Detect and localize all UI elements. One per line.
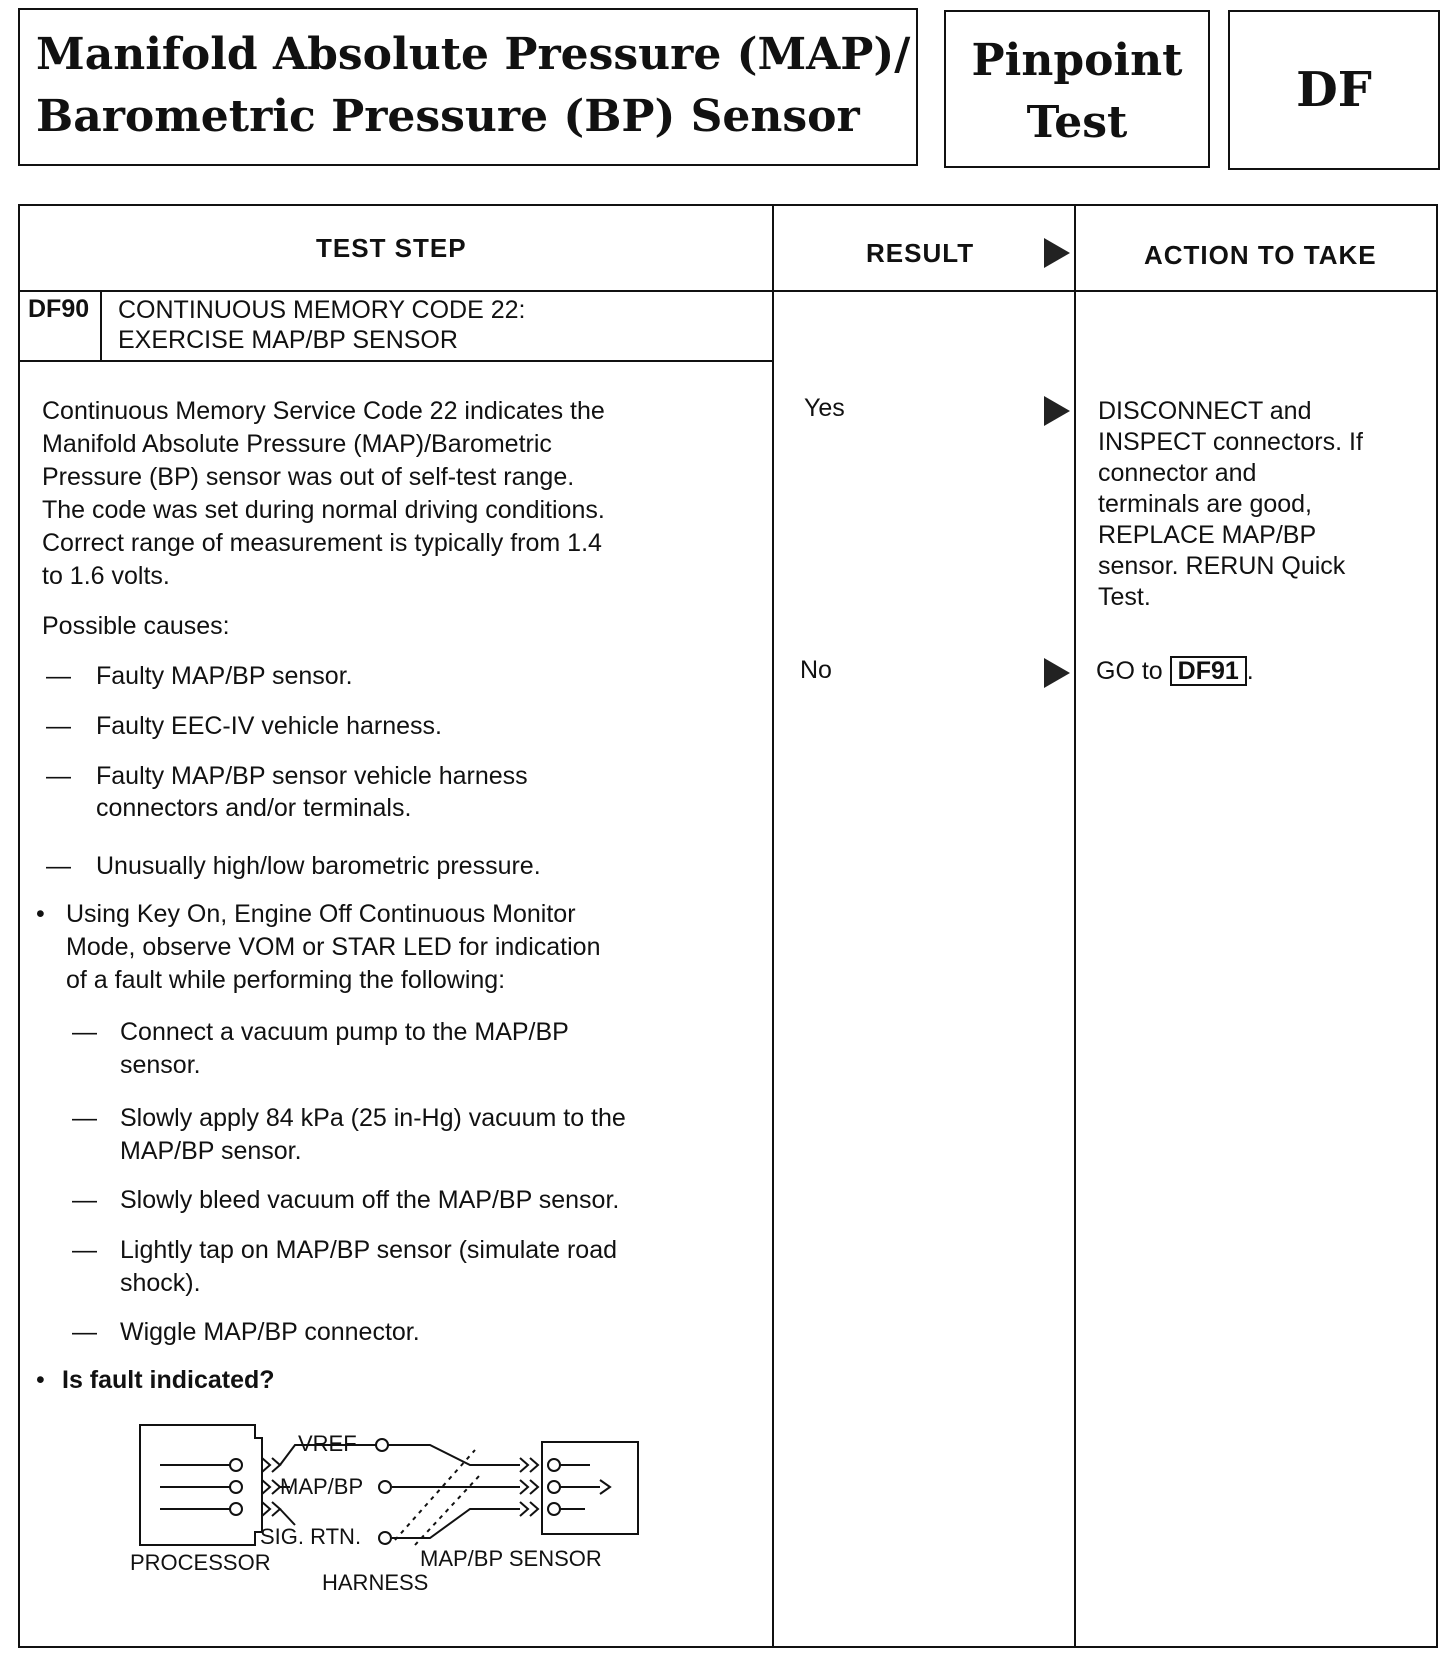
action-line: Lightly tap on MAP/BP sensor (simulate road xyxy=(120,1236,618,1264)
bullet-paragraph xyxy=(66,898,600,997)
header-divider xyxy=(18,290,1438,292)
intro-line: to 1.6 volts. xyxy=(42,562,170,590)
action-line: shock). xyxy=(120,1269,201,1297)
intro-paragraph xyxy=(42,395,605,593)
action-dash: — xyxy=(72,1236,97,1264)
action-no-prefix: GO to xyxy=(1096,657,1163,685)
diagram-label-mapbp: MAP/BP xyxy=(280,1474,364,1499)
col-header-action: ACTION TO TAKE xyxy=(1144,240,1377,270)
step-id-divider xyxy=(100,290,102,360)
action-item xyxy=(120,1234,617,1300)
action-item xyxy=(120,1102,626,1168)
diagram-label-processor: PROCESSOR xyxy=(130,1550,271,1575)
step-title-line-1: CONTINUOUS MEMORY CODE 22: xyxy=(118,296,526,324)
result-yes-arrow-icon xyxy=(1044,396,1070,426)
processor-box xyxy=(140,1425,262,1545)
action-yes xyxy=(1098,396,1363,613)
bullet-icon: • xyxy=(36,900,45,928)
action-item xyxy=(120,1016,569,1082)
col-header-result: RESULT xyxy=(866,238,975,268)
action-yes-line: Test. xyxy=(1098,583,1151,611)
action-line: MAP/BP sensor. xyxy=(120,1137,302,1165)
step-id: DF90 xyxy=(28,295,90,323)
intro-line: Correct range of measurement is typically from 1.4 xyxy=(42,529,602,557)
title-line-1: Manifold Absolute Pressure (MAP)/ xyxy=(36,29,911,80)
cause-item: Faulty EEC-IV vehicle harness. xyxy=(96,712,442,740)
step-reference-link[interactable]: DF91 xyxy=(1170,656,1247,686)
bullet-line: of a fault while performing the following: xyxy=(66,966,506,994)
bullet-line: Using Key On, Engine Off Continuous Monitor xyxy=(66,900,576,928)
action-yes-line: INSPECT connectors. If xyxy=(1098,428,1363,456)
cause-dash: — xyxy=(46,662,71,690)
pinpoint-label: Pinpoint xyxy=(971,35,1183,86)
intro-line: Manifold Absolute Pressure (MAP)/Barometric xyxy=(42,430,552,458)
diagram-label-vref: VREF xyxy=(298,1431,357,1456)
action-yes-line: REPLACE MAP/BP xyxy=(1098,521,1317,549)
bullet-icon: • xyxy=(36,1366,45,1394)
title-box xyxy=(18,8,918,166)
intro-line: Continuous Memory Service Code 22 indicates the xyxy=(42,397,605,425)
title-line-2: Barometric Pressure (BP) Sensor xyxy=(36,91,860,142)
result-no: No xyxy=(800,656,832,684)
cause-item: Faulty MAP/BP sensor. xyxy=(96,662,353,690)
diagram-label-sig-rtn: SIG. RTN. xyxy=(260,1524,362,1549)
action-dash: — xyxy=(72,1186,97,1214)
cause-dash: — xyxy=(46,852,71,880)
action-dash: — xyxy=(72,1318,97,1346)
action-line: Slowly apply 84 kPa (25 in-Hg) vacuum to the xyxy=(120,1104,626,1132)
question: Is fault indicated? xyxy=(62,1366,275,1394)
col-divider-1 xyxy=(772,204,774,1648)
diagram-label-harness: HARNESS xyxy=(322,1570,429,1595)
step-title-line-2: EXERCISE MAP/BP SENSOR xyxy=(118,326,458,354)
action-item: Wiggle MAP/BP connector. xyxy=(120,1318,420,1346)
action-line: sensor. xyxy=(120,1051,201,1079)
action-yes-line: connector and xyxy=(1098,459,1257,487)
action-item: Slowly bleed vacuum off the MAP/BP sensor. xyxy=(120,1186,620,1214)
result-no-arrow-icon xyxy=(1044,658,1070,688)
action-yes-line: DISCONNECT and xyxy=(1098,397,1312,425)
page-title xyxy=(36,24,910,148)
result-yes: Yes xyxy=(804,394,845,422)
action-no xyxy=(1096,656,1254,687)
cause-dash: — xyxy=(46,762,71,790)
step-title xyxy=(118,295,525,355)
intro-line: The code was set during normal driving conditions. xyxy=(42,496,605,524)
intro-line: Pressure (BP) sensor was out of self-test range. xyxy=(42,463,575,491)
step-title-divider xyxy=(18,360,774,362)
result-arrow-icon xyxy=(1044,238,1070,268)
cause-item-continued: connectors and/or terminals. xyxy=(96,794,412,822)
action-dash: — xyxy=(72,1104,97,1132)
cause-item: Faulty MAP/BP sensor vehicle harness xyxy=(96,762,528,790)
action-dash: — xyxy=(72,1018,97,1046)
action-line: Connect a vacuum pump to the MAP/BP xyxy=(120,1018,569,1046)
action-yes-line: terminals are good, xyxy=(1098,490,1313,518)
action-no-suffix: . xyxy=(1246,657,1254,685)
causes-label: Possible causes: xyxy=(42,612,230,640)
col-divider-2 xyxy=(1074,204,1076,1648)
cause-item: Unusually high/low barometric pressure. xyxy=(96,852,541,880)
test-code: DF xyxy=(1296,62,1372,118)
bullet-line: Mode, observe VOM or STAR LED for indication xyxy=(66,933,601,961)
cause-dash: — xyxy=(46,712,71,740)
action-yes-line: sensor. RERUN Quick xyxy=(1098,552,1346,580)
test-code-box xyxy=(1228,10,1440,170)
diagram-label-sensor: MAP/BP SENSOR xyxy=(420,1546,602,1571)
pinpoint-test-box xyxy=(944,10,1210,168)
col-header-test-step: TEST STEP xyxy=(316,233,467,263)
test-label: Test xyxy=(1026,97,1128,148)
wiring-diagram xyxy=(130,1420,670,1600)
